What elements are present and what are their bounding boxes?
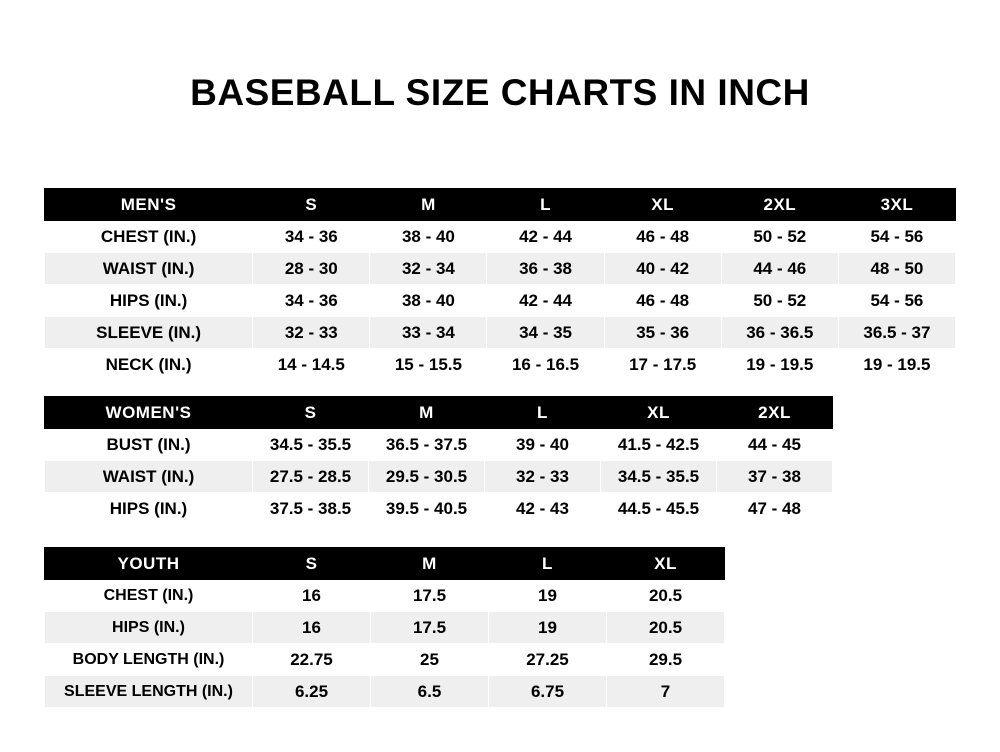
youth-header-s: S (253, 548, 371, 580)
womens-size-table (44, 396, 833, 525)
row-label: SLEEVE (IN.) (45, 317, 253, 349)
cell: 39 - 40 (485, 429, 601, 461)
table-row (45, 221, 956, 253)
cell: 6.25 (253, 676, 371, 708)
mens-header-m: M (370, 189, 487, 221)
cell: 46 - 48 (604, 285, 721, 317)
cell: 54 - 56 (838, 285, 955, 317)
cell: 48 - 50 (838, 253, 955, 285)
cell: 16 - 16.5 (487, 349, 604, 381)
cell: 20.5 (607, 580, 725, 612)
womens-header-label: WOMEN'S (45, 397, 253, 429)
cell: 7 (607, 676, 725, 708)
mens-header-2xl: 2XL (721, 189, 838, 221)
cell: 14 - 14.5 (253, 349, 370, 381)
cell: 20.5 (607, 612, 725, 644)
cell: 36 - 38 (487, 253, 604, 285)
cell: 38 - 40 (370, 285, 487, 317)
womens-header-xl: XL (601, 397, 717, 429)
cell: 50 - 52 (721, 221, 838, 253)
cell: 34.5 - 35.5 (601, 461, 717, 493)
cell: 50 - 52 (721, 285, 838, 317)
table-row (45, 285, 956, 317)
cell: 22.75 (253, 644, 371, 676)
cell: 34.5 - 35.5 (253, 429, 369, 461)
row-label: HIPS (IN.) (45, 285, 253, 317)
row-label: NECK (IN.) (45, 349, 253, 381)
cell: 17 - 17.5 (604, 349, 721, 381)
cell: 39.5 - 40.5 (369, 493, 485, 525)
cell: 36.5 - 37.5 (369, 429, 485, 461)
table-row (45, 612, 725, 644)
cell: 46 - 48 (604, 221, 721, 253)
row-label: BODY LENGTH (IN.) (45, 644, 253, 676)
womens-header-2xl: 2XL (717, 397, 833, 429)
table-row (45, 580, 725, 612)
table-row (45, 429, 833, 461)
cell: 33 - 34 (370, 317, 487, 349)
cell: 19 (489, 612, 607, 644)
mens-header-3xl: 3XL (838, 189, 955, 221)
womens-header-s: S (253, 397, 369, 429)
cell: 19 (489, 580, 607, 612)
cell: 17.5 (371, 580, 489, 612)
cell: 34 - 36 (253, 285, 370, 317)
row-label: WAIST (IN.) (45, 253, 253, 285)
cell: 38 - 40 (370, 221, 487, 253)
row-label: BUST (IN.) (45, 429, 253, 461)
row-label: HIPS (IN.) (45, 493, 253, 525)
cell: 28 - 30 (253, 253, 370, 285)
cell: 37 - 38 (717, 461, 833, 493)
table-row (45, 349, 956, 381)
cell: 19 - 19.5 (721, 349, 838, 381)
row-label: WAIST (IN.) (45, 461, 253, 493)
cell: 15 - 15.5 (370, 349, 487, 381)
cell: 54 - 56 (838, 221, 955, 253)
table-row (45, 253, 956, 285)
cell: 34 - 35 (487, 317, 604, 349)
cell: 25 (371, 644, 489, 676)
table-header-row (45, 397, 833, 429)
cell: 47 - 48 (717, 493, 833, 525)
table-header-row (45, 189, 956, 221)
cell: 37.5 - 38.5 (253, 493, 369, 525)
page-title: BASEBALL SIZE CHARTS IN INCH (190, 72, 810, 113)
cell: 40 - 42 (604, 253, 721, 285)
cell: 36 - 36.5 (721, 317, 838, 349)
table-row (45, 317, 956, 349)
youth-header-label: YOUTH (45, 548, 253, 580)
womens-header-m: M (369, 397, 485, 429)
table-row (45, 461, 833, 493)
cell: 42 - 43 (485, 493, 601, 525)
cell: 32 - 33 (485, 461, 601, 493)
cell: 27.5 - 28.5 (253, 461, 369, 493)
womens-header-l: L (485, 397, 601, 429)
mens-header-l: L (487, 189, 604, 221)
cell: 29.5 - 30.5 (369, 461, 485, 493)
table-row (45, 493, 833, 525)
table-row (45, 644, 725, 676)
mens-header-s: S (253, 189, 370, 221)
cell: 44 - 45 (717, 429, 833, 461)
row-label: SLEEVE LENGTH (IN.) (45, 676, 253, 708)
row-label: CHEST (IN.) (45, 580, 253, 612)
cell: 29.5 (607, 644, 725, 676)
youth-header-m: M (371, 548, 489, 580)
cell: 6.75 (489, 676, 607, 708)
cell: 35 - 36 (604, 317, 721, 349)
mens-size-table (44, 188, 956, 381)
cell: 32 - 34 (370, 253, 487, 285)
row-label: CHEST (IN.) (45, 221, 253, 253)
youth-header-xl: XL (607, 548, 725, 580)
cell: 16 (253, 580, 371, 612)
youth-header-l: L (489, 548, 607, 580)
mens-header-xl: XL (604, 189, 721, 221)
cell: 32 - 33 (253, 317, 370, 349)
row-label: HIPS (IN.) (45, 612, 253, 644)
cell: 6.5 (371, 676, 489, 708)
cell: 27.25 (489, 644, 607, 676)
cell: 44 - 46 (721, 253, 838, 285)
cell: 41.5 - 42.5 (601, 429, 717, 461)
cell: 42 - 44 (487, 285, 604, 317)
cell: 16 (253, 612, 371, 644)
youth-size-table (44, 547, 725, 708)
table-row (45, 676, 725, 708)
cell: 36.5 - 37 (838, 317, 955, 349)
cell: 17.5 (371, 612, 489, 644)
table-header-row (45, 548, 725, 580)
cell: 34 - 36 (253, 221, 370, 253)
cell: 42 - 44 (487, 221, 604, 253)
cell: 44.5 - 45.5 (601, 493, 717, 525)
cell: 19 - 19.5 (838, 349, 955, 381)
mens-header-label: MEN'S (45, 189, 253, 221)
